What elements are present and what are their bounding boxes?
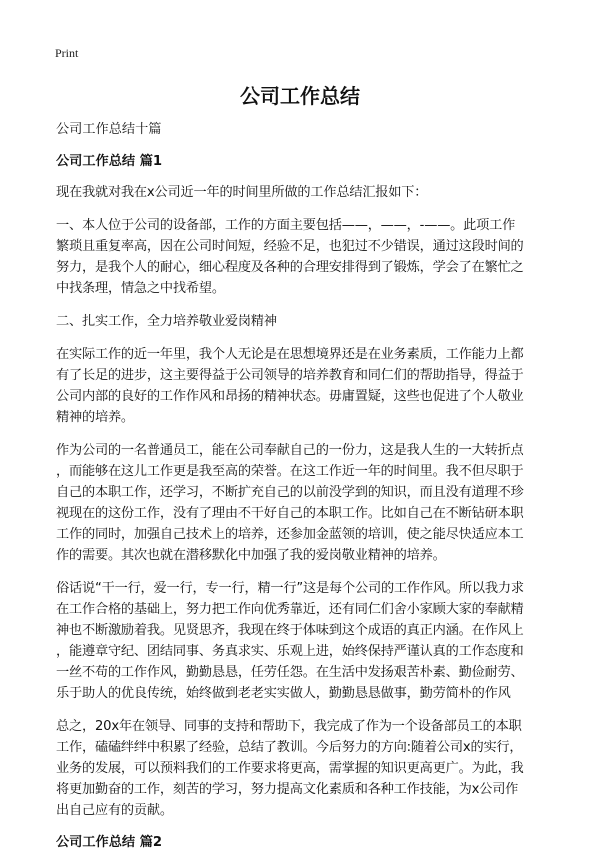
paragraph-line: ，而能够在这儿工作更是我至高的荣誉。在这工作近一年的时间里。我不但尽职于: [56, 464, 524, 479]
subtitle: 公司工作总结十篇: [56, 122, 162, 137]
paragraph-line: 公司内部的良好的工作作风和昂扬的精神状态。毋庸置疑，这些也促进了个人敬业: [56, 389, 524, 404]
paragraph-line: 乐于助人的优良传统，始终做到老老实实做人，勤勤恳恳做事，勤劳简朴的作风: [56, 686, 511, 701]
paragraph-line: 现在我就对我在x公司近一年的时间里所做的工作总结汇报如下：: [56, 185, 428, 200]
paragraph-line: 中找条理，情急之中找希望。: [56, 281, 225, 296]
paragraph: [56, 344, 556, 428]
paragraph-line: 努力，是我个人的耐心，细心程度及各种的合理安排得到了锻炼，学会了在繁忙之: [56, 260, 524, 275]
paragraph-line: 一、本人位于公司的设备部，工作的方面主要包括——，——，-——。此项工作: [56, 218, 516, 233]
paragraph-line: 自己的本职工作，还学习，不断扩充自己的以前没学到的知识，而且没有道理不珍: [56, 485, 524, 500]
paragraph-line: 业务的发展，可以预料我们的工作要求将更高，需掌握的知识更高更广。为此，我: [56, 761, 524, 776]
paragraph-line: 一丝不苟的工作作风，勤勤恳恳，任劳任怨。在生活中发扬艰苦朴素、勤俭耐劳、: [56, 665, 524, 680]
paragraph-line: 俗话说“干一行，爱一行，专一行，精一行”这是每个公司的工作作风。所以我力求: [56, 581, 524, 596]
paragraph: [56, 578, 556, 704]
paragraph-line: 有了长足的进步，这主要得益于公司领导的培养教育和同仁们的帮助指导，得益于: [56, 368, 524, 383]
paragraph: [56, 716, 556, 821]
paragraph-line: 在工作合格的基础上，努力把工作向优秀靠近，还有同仁们舍小家顾大家的奉献精: [56, 602, 524, 617]
paragraph-line: 总之，20x年在领导、同事的支持和帮助下，我完成了作为一个设备部员工的本职: [56, 719, 522, 734]
paragraph: [56, 182, 556, 203]
paragraph: [56, 215, 556, 299]
paragraph-line: 工作，磕磕绊绊中积累了经验，总结了教训。今后努力的方向:随着公司x的实行，: [56, 740, 523, 755]
section-heading-2: 公司工作总结 篇2: [56, 835, 163, 850]
paragraph-line: 工作的同时，加强自己技术上的培养，还参加金蓝领的培训，使之能尽快适应本工: [56, 527, 524, 542]
document-body: [56, 120, 556, 863]
print-link[interactable]: Print: [55, 46, 79, 60]
paragraph-line: 精神的培养。: [56, 410, 134, 425]
paragraph-line: ，能遵章守纪、团结同事、务真求实、乐观上进，始终保持严谨认真的工作态度和: [56, 644, 524, 659]
paragraph: [56, 311, 556, 332]
paragraph-line: 在实际工作的近一年里，我个人无论是在思想境界还是在业务素质，工作能力上都: [56, 347, 524, 362]
paragraph-line: 视现在的这份工作，没有了理由不干好自己的本职工作。比如自己在不断钻研本职: [56, 506, 524, 521]
paragraph-line: 二、扎实工作，全力培养敬业爱岗精神: [56, 314, 277, 329]
paragraph-line: 神也不断激励着我。见贤思齐，我现在终于体味到这个成语的真正内涵。在作风上: [56, 623, 524, 638]
paragraphs: [56, 182, 556, 821]
paragraph: [56, 440, 556, 566]
paragraph-line: 繁琐且重复率高，因在公司时间短，经验不足，也犯过不少错误，通过这段时间的: [56, 239, 524, 254]
paragraph-line: 出自己应有的贡献。: [56, 803, 173, 818]
page-title: 公司工作总结: [240, 84, 360, 108]
paragraph-line: 作的需要。其次也就在潜移默化中加强了我的爱岗敬业精神的培养。: [56, 548, 446, 563]
paragraph-line: 作为公司的一名普通员工，能在公司奉献自己的一份力，这是我人生的一大转折点: [56, 443, 524, 458]
paragraph-line: 将更加勤奋的工作，刻苦的学习，努力提高文化素质和各种工作技能，为x公司作: [56, 782, 519, 797]
section-heading-1: 公司工作总结 篇1: [56, 154, 163, 169]
